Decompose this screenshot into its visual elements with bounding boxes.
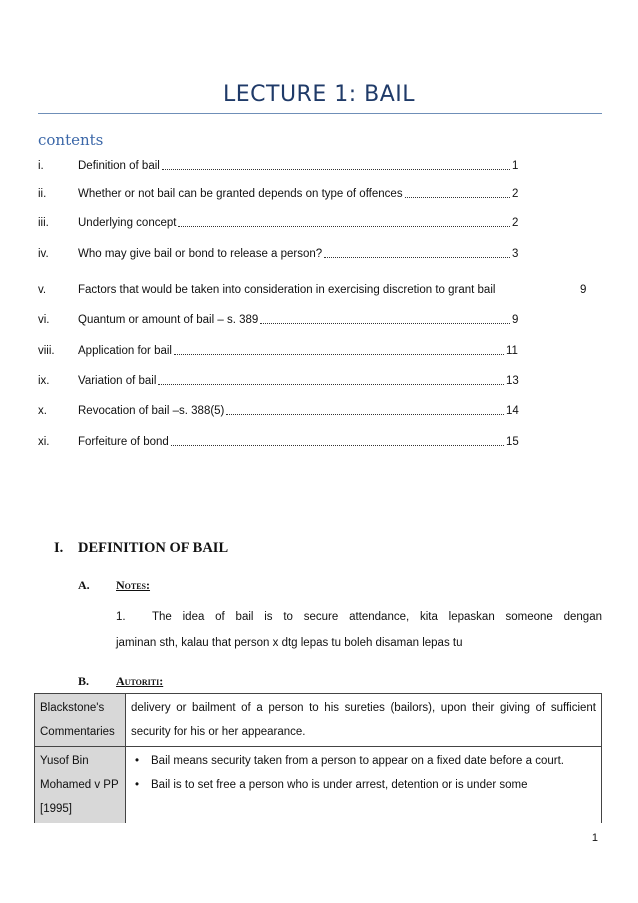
title-underline bbox=[38, 113, 602, 114]
toc-entry-page: 9 bbox=[580, 284, 587, 296]
note-item bbox=[116, 604, 602, 656]
toc-entry-page: 2 bbox=[512, 217, 519, 229]
notes-label-number: A. bbox=[78, 578, 90, 592]
toc-entry-title: Factors that would be taken into consideration in exercising discretion to grant bail bbox=[78, 284, 496, 296]
toc-entry-title: Forfeiture of bond bbox=[78, 436, 169, 448]
note-item-number: 1. bbox=[116, 611, 126, 623]
page-number: 1 bbox=[591, 832, 598, 844]
notes-label: Notes: bbox=[116, 578, 151, 592]
toc-entry-page: 9 bbox=[512, 314, 519, 326]
toc-entry-title: Application for bail bbox=[78, 345, 172, 357]
section-title: DEFINITION OF BAIL bbox=[78, 540, 229, 556]
toc-leader-dots bbox=[260, 323, 510, 324]
toc-entry-number: viii. bbox=[38, 345, 55, 357]
case-name: Blackstone's Commentaries bbox=[35, 694, 126, 747]
case-name: Yusof Bin Mohamed v PP [1995] bbox=[35, 747, 126, 824]
bullet-item: • Bail means security taken from a person to appear on a fixed date before a court. bbox=[131, 749, 596, 773]
toc-entry-number: i. bbox=[38, 160, 44, 172]
toc-entry-page: 11 bbox=[506, 345, 518, 357]
toc-entry-number: v. bbox=[38, 284, 47, 296]
toc-entry-number: xi. bbox=[38, 436, 50, 448]
toc-entry-page: 13 bbox=[506, 375, 519, 387]
toc-entry-title: Revocation of bail –s. 388(5) bbox=[78, 405, 225, 417]
toc-leader-dots bbox=[178, 226, 510, 227]
case-description bbox=[126, 747, 602, 824]
toc-entry-number: ii. bbox=[38, 188, 47, 200]
page-title: LECTURE 1: BAIL bbox=[222, 82, 416, 107]
toc-entry-title: Quantum or amount of bail – s. 389 bbox=[78, 314, 259, 326]
toc-entry-title: Who may give bail or bond to release a person? bbox=[78, 248, 323, 260]
toc-entry-page: 14 bbox=[506, 405, 519, 417]
bullet-item: • Bail is to set free a person who is under arrest, detention or is under some bbox=[131, 773, 596, 797]
toc-entry-number: iii. bbox=[38, 217, 49, 229]
toc-leader-dots bbox=[324, 257, 510, 258]
toc-entry-title: Whether or not bail can be granted depends on type of offences bbox=[78, 188, 403, 200]
toc-entry-title: Variation of bail bbox=[78, 375, 157, 387]
toc-entry-page: 3 bbox=[512, 248, 519, 260]
toc-leader-dots bbox=[171, 445, 504, 446]
toc-entry-number: x. bbox=[38, 405, 47, 417]
note-item-line2: jaminan sth, kalau that person x dtg lepas tu boleh disaman lepas tu bbox=[116, 637, 463, 649]
toc-leader-dots bbox=[405, 197, 510, 198]
toc-entry-title: Underlying concept bbox=[78, 217, 177, 229]
authority-label-number: B. bbox=[78, 674, 90, 688]
note-item-line1: The idea of bail is to secure attendance, kita lepaskan someone dengan bbox=[152, 611, 602, 623]
authority-label: Autoriti: bbox=[116, 674, 164, 688]
table-row bbox=[35, 747, 602, 824]
toc-leader-dots bbox=[226, 414, 504, 415]
toc-entry-page: 2 bbox=[512, 188, 519, 200]
toc-entry-page: 15 bbox=[506, 436, 519, 448]
section-heading bbox=[54, 540, 228, 557]
toc-leader-dots bbox=[158, 384, 504, 385]
toc-entry-title: Definition of bail bbox=[78, 160, 160, 172]
authority-table bbox=[34, 693, 602, 823]
case-description: delivery or bailment of a person to his sureties (bailors), upon their giving of sufficient security for his or her appearance. bbox=[126, 694, 602, 747]
notes-heading bbox=[78, 578, 150, 593]
table-row bbox=[35, 694, 602, 747]
authority-heading bbox=[78, 674, 163, 689]
contents-heading: contents bbox=[38, 131, 104, 149]
toc-entry-number: vi. bbox=[38, 314, 50, 326]
toc-leader-dots bbox=[174, 354, 504, 355]
section-number: I. bbox=[54, 540, 64, 556]
toc-leader-dots bbox=[162, 169, 510, 170]
toc-entry-number: iv. bbox=[38, 248, 49, 260]
toc-entry-number: ix. bbox=[38, 375, 50, 387]
toc-entry-page: 1 bbox=[512, 160, 519, 172]
